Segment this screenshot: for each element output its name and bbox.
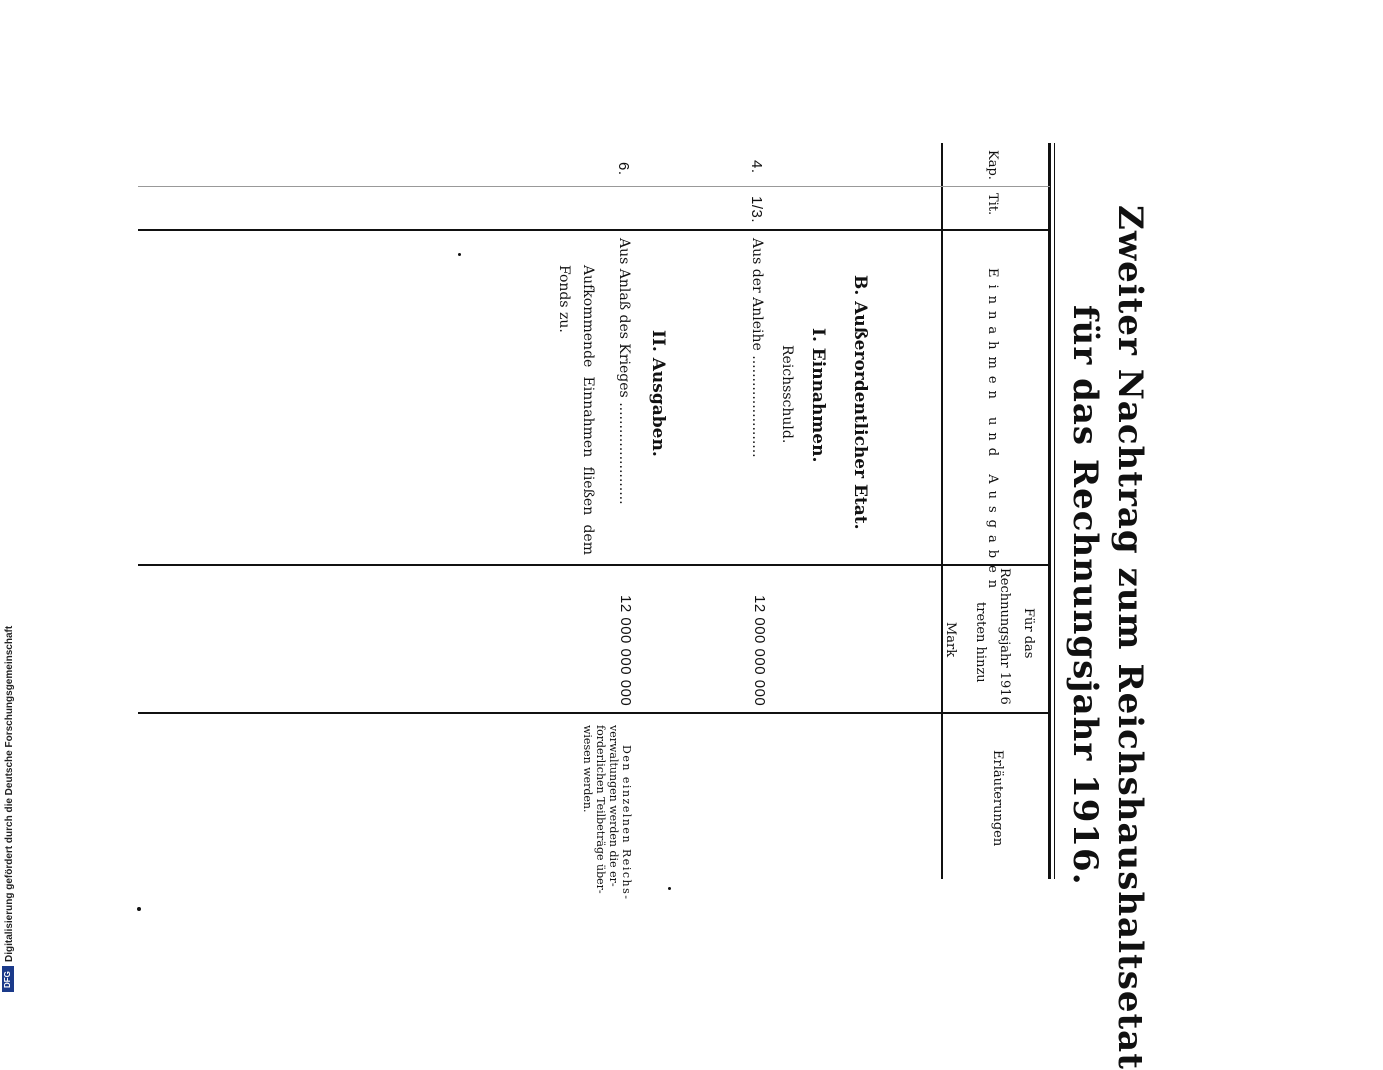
scan-speck bbox=[137, 907, 141, 911]
scan-speck bbox=[458, 253, 461, 256]
section-i-heading: I. Einnahmen. bbox=[808, 328, 828, 463]
explanation-line1: Den einzelnen Reichs- bbox=[620, 745, 633, 901]
scan-speck bbox=[668, 887, 671, 890]
document-title-line1: Zweiter Nachtrag zum Reichshaushaltsetat bbox=[1110, 205, 1150, 1070]
column-rule-kap bbox=[138, 186, 1050, 187]
header-tit: Tit. bbox=[985, 193, 1000, 216]
header-bottom-rule bbox=[941, 143, 943, 879]
explanation-line4: wiesen werden. bbox=[581, 725, 594, 813]
header-amount-line3: treten hinzu bbox=[973, 602, 988, 683]
row1-text: Aus der Anleihe ....................... bbox=[749, 238, 765, 458]
header-einnahmen-ausgaben: Einnahmen und Ausgaben bbox=[985, 268, 1000, 596]
table-top-rule bbox=[1048, 143, 1051, 879]
section-b-heading: B. Außerordentlicher Etat. bbox=[850, 275, 870, 530]
column-rule-text bbox=[138, 564, 1050, 566]
header-amount-line1: Für das bbox=[1021, 608, 1036, 659]
row2-text: Aus Anlaß des Krieges ....................... bbox=[616, 238, 632, 505]
header-amount-line2: Rechnungsjahr 1916 bbox=[997, 568, 1012, 705]
dfg-logo-text: DFG bbox=[3, 971, 12, 988]
column-rule-amount bbox=[138, 712, 1050, 714]
document-title-line2: für das Rechnungsjahr 1916. bbox=[1065, 305, 1105, 886]
explanation-line3: forderlichen Teilbeträge über- bbox=[594, 725, 607, 894]
row2-amount: 12 000 000 000 bbox=[617, 595, 634, 707]
section-ii-heading: II. Ausgaben. bbox=[648, 330, 668, 457]
row2-kap: 6. bbox=[615, 162, 632, 176]
header-kap: Kap. bbox=[985, 150, 1000, 180]
row1-amount: 12 000 000 000 bbox=[751, 595, 768, 707]
digitization-margin-note: Digitalisierung gefördert durch die Deutsche Forschungsgemeinschaft bbox=[4, 625, 15, 962]
row1-tit: 1/3. bbox=[748, 196, 765, 224]
column-rule-tit bbox=[138, 229, 1050, 231]
explanation-line2: verwaltungen werden die er- bbox=[607, 725, 620, 887]
table-top-rule-thin bbox=[1054, 143, 1055, 879]
row1-kap: 4. bbox=[748, 160, 765, 174]
header-amount-unit: Mark bbox=[943, 622, 958, 658]
row2-note: Aufkommende Einnahmen fließen dem Fonds zu. bbox=[556, 265, 596, 555]
header-erlaeuterungen: Erläuterungen bbox=[990, 750, 1005, 847]
dfg-logo bbox=[2, 966, 14, 992]
section-reichsschuld: Reichsschuld. bbox=[779, 345, 795, 444]
